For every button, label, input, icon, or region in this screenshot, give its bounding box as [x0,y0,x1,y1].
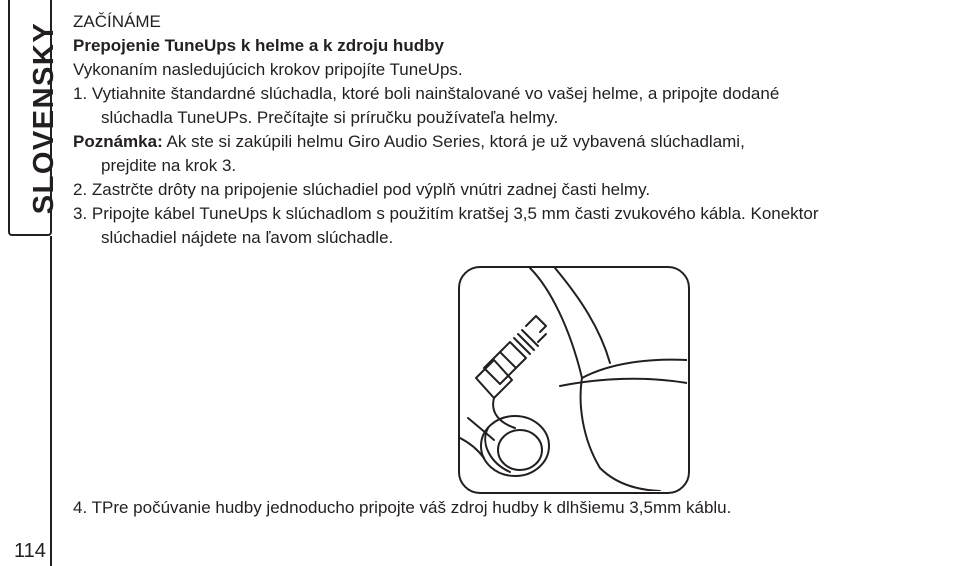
note-line-2: prejdite na krok 3. [101,156,237,175]
helmet-edge [555,268,610,363]
helmet-rim [560,379,687,386]
step-3-line-1: 3. Pripojte kábel TuneUps k slúchadlom s použitím kratšej 3,5 mm časti zvukového kábla. Konektor [73,204,819,223]
instructions-body [73,10,959,250]
helmet-liner [581,378,660,491]
page-number: 114 [14,540,46,562]
audio-cable [493,398,515,428]
section-kicker: ZAČÍNÁME [73,12,161,31]
language-tab [8,0,60,236]
note-text: Ak ste si zakúpili helmu Giro Audio Series, ktorá je už vybavená slúchadlami, [162,132,745,151]
audio-jack-plug-icon [476,316,546,398]
language-tab-label: SLOVENSKY [28,21,60,215]
note [73,130,959,154]
helmet-outline [530,268,687,378]
note-label: Poznámka: [73,132,163,151]
side-rule [50,236,52,566]
step-1-line-1: 1. Vytiahnite štandardné slúchadla, ktoré boli nainštalované vo vašej helme, a pripojte dodané [73,84,780,103]
step-3-line-2: slúchadiel nájdete na ľavom slúchadle. [101,228,394,247]
step-1-line-2: slúchadla TuneUPs. Prečítajte si príručku používateľa helmy. [101,108,559,127]
step-4: 4. TPre počúvanie hudby jednoducho pripojte váš zdroj hudby k dlhšiemu 3,5mm káblu. [73,498,732,517]
section-intro: Vykonaním nasledujúcich krokov pripojíte TuneUps. [73,60,463,79]
headphone-jack-illustration [458,266,690,494]
earbud-icon [460,416,549,476]
section-heading: Prepojenie TuneUps k helme a k zdroju hudby [73,36,444,55]
step-2: 2. Zastrčte drôty na pripojenie slúchadiel pod výplň vnútri zadnej časti helmy. [73,180,651,199]
